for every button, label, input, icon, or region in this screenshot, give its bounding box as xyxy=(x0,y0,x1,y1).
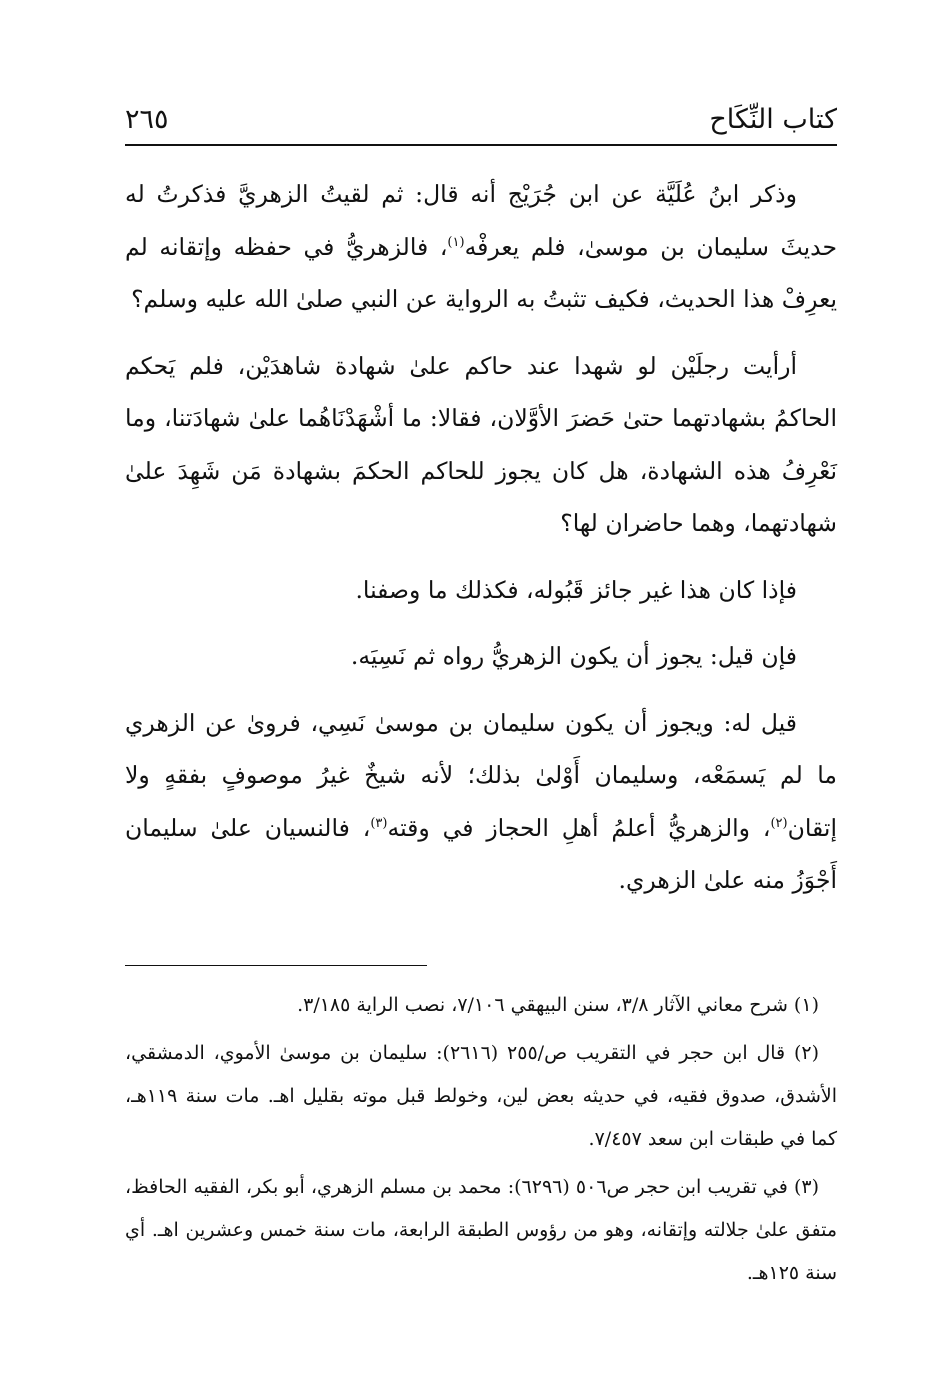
footnote-2: (٢) قال ابن حجر في التقريب ص/٢٥٥ (٢٦١٦): سليمان بن موسىٰ الأموي، الدمشقي، الأشدق، صدوق فقيه، في حديثه بعض لين، وخولط قبل موته بقليل اهـ. مات سنة ١١٩هـ، كما في طبقات ابن سعد ٧/٤٥٧. xyxy=(125,1041,837,1150)
paragraph-1 xyxy=(125,168,837,326)
main-text xyxy=(125,168,837,907)
paragraph-1-text-b: ، فالزهريُّ في حفظه وإتقانه لم يعرِفْ هذا الحديث، فكيف تثبتُ به الرواية عن النبي صلىٰ الله عليه وسلم؟ xyxy=(125,232,837,313)
paragraph-5-text-c: ، فالنسيان علىٰ سليمان أَجْوَزُ منه علىٰ الزهري. xyxy=(125,813,837,894)
paragraph-5-text-a: قيل له: ويجوز أن يكون سليمان بن موسىٰ نَسِي، فروىٰ عن الزهري ما لم يَسمَعْه، وسليمان أَوْلىٰ بذلك؛ لأنه شيخٌ غيرُ موصوفٍ بفقهٍ ولا إتقان xyxy=(125,708,837,842)
book-page xyxy=(125,96,837,1300)
running-head: كتاب النِّكَاح xyxy=(709,104,837,135)
page-header xyxy=(125,96,837,146)
footnotes xyxy=(125,984,837,1295)
footnote-1: (١) شرح معاني الآثار ٣/٨، سنن البيهقي ٧/١٠٦، نصب الراية ٣/١٨٥. xyxy=(297,993,819,1016)
footnote-3: (٣) في تقريب ابن حجر ص٥٠٦ (٦٢٩٦): محمد بن مسلم الزهري، أبو بكر، الفقيه الحافظ، متفق علىٰ جلالته وإتقانه، وهو من رؤوس الطبقة الرابعة، مات سنة خمس وعشرين اهـ. أي سنة ١٢٥هـ. xyxy=(125,1175,837,1284)
footnote-divider xyxy=(125,965,427,966)
paragraph-3: فإذا كان هذا غير جائز قَبُوله، فكذلك ما وصفنا. xyxy=(355,575,797,604)
footnote-ref-3: (٣) xyxy=(370,815,388,831)
paragraph-5-text-b: ، والزهريُّ أعلمُ أهلِ الحجاز في وقته xyxy=(387,813,771,842)
paragraph-5 xyxy=(125,697,837,907)
footnote-ref-2: (٢) xyxy=(770,815,788,831)
paragraph-4: فإن قيل: يجوز أن يكون الزهريُّ رواه ثم نَسِيَه. xyxy=(350,642,797,670)
footnote-ref-1: (١) xyxy=(447,234,465,250)
paragraph-1-text-a: وذكر ابنُ عُلَيَّة عن ابن جُرَيْج أنه قال: ثم لقيتُ الزهريَّ فذكرتُ له حديثَ سليمان بن موسىٰ، فلم يعرفْه xyxy=(125,180,837,261)
page-number: ٢٦٥ xyxy=(125,104,169,135)
paragraph-2: أرأيت رجلَيْن لو شهدا عند حاكم علىٰ شهادة شاهدَيْن، فلم يَحكم الحاكمُ بشهادتهما حتىٰ حَضرَ الأوَّلان، فقالا: ما أشْهَدْنَاهُما علىٰ شهادَتنا، وما نَعْرِفُ هذه الشهادة، هل كان يجوز للحاكم الحكمَ بشهادة مَن شَهِدَ علىٰ شهادتهما، وهما حاضران لها؟ xyxy=(125,351,837,537)
